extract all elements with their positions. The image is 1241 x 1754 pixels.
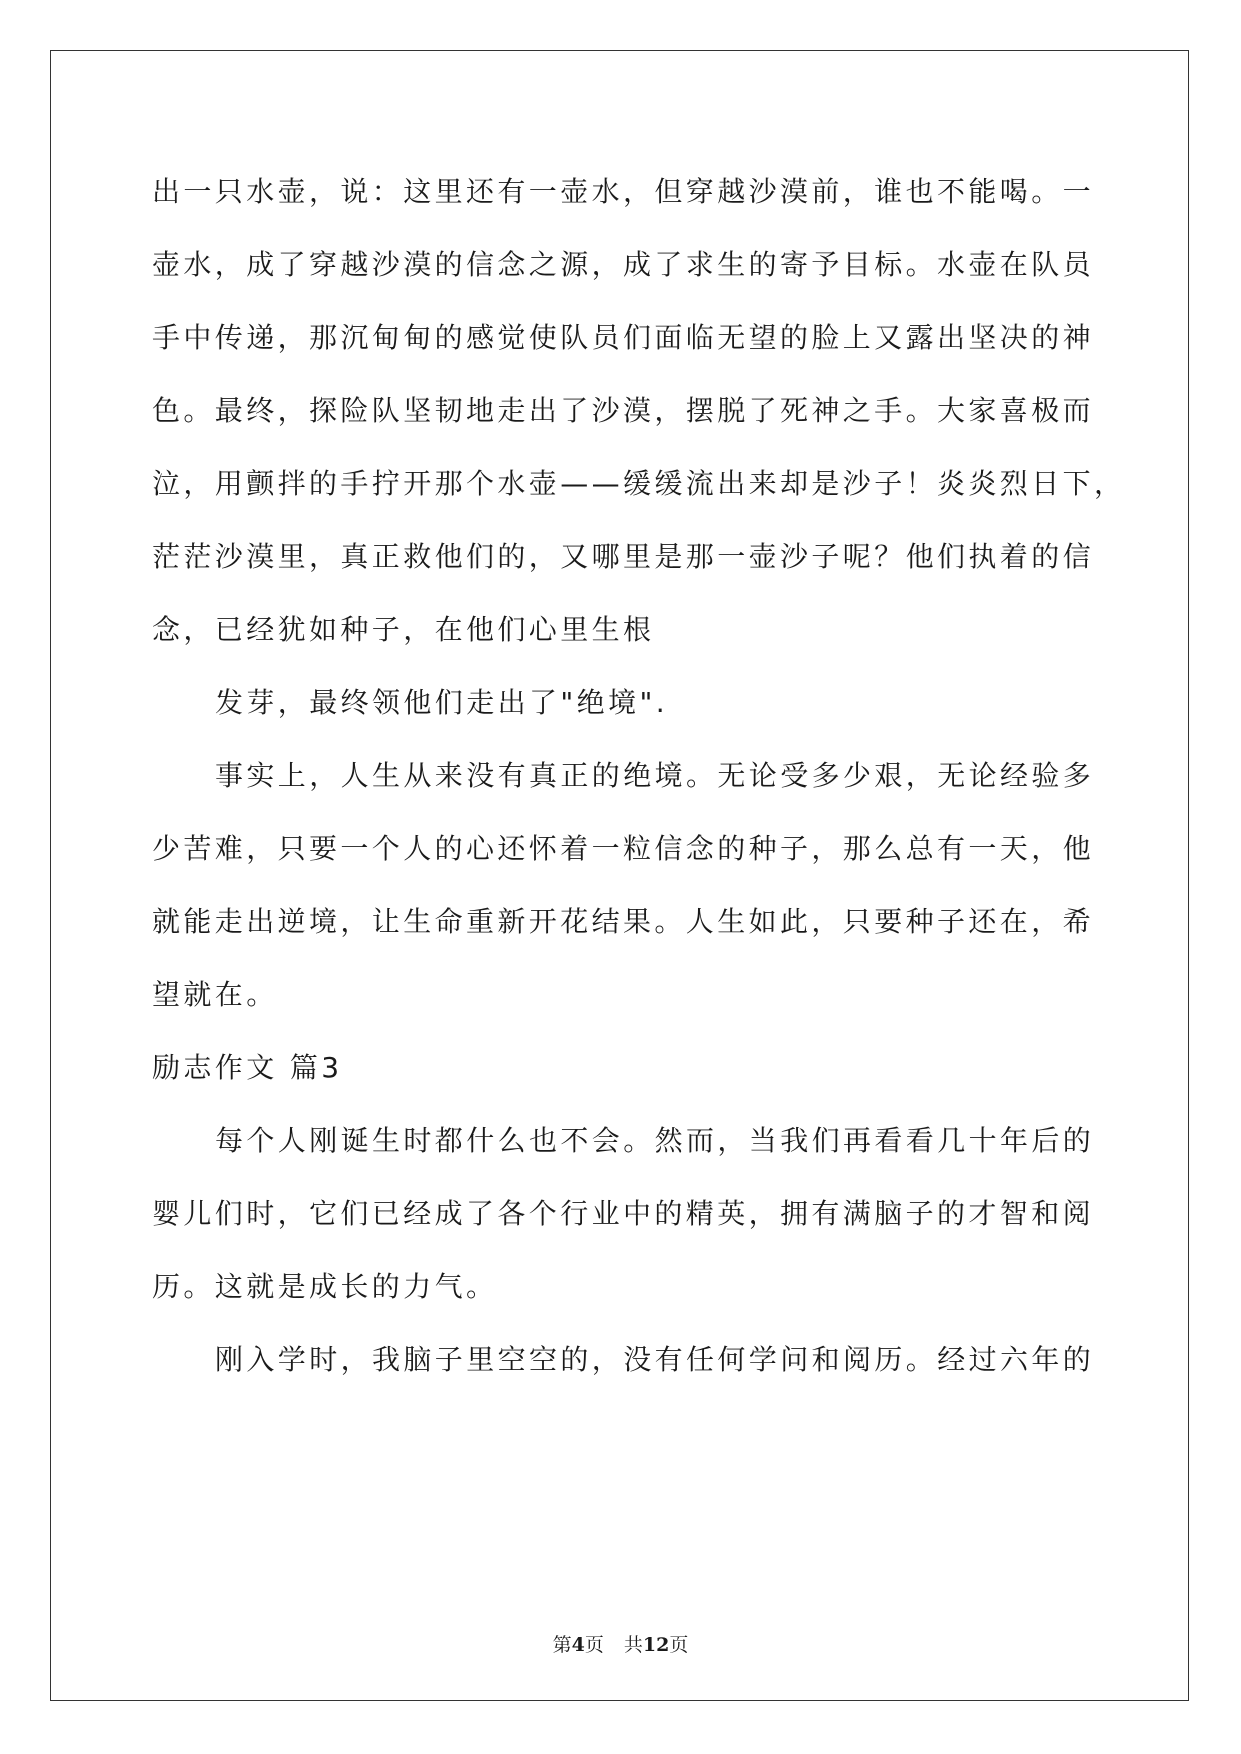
text-line: 就能走出逆境，让生命重新开花结果。人生如此，只要种子还在，希	[152, 905, 1095, 938]
page-footer	[0, 1630, 1241, 1657]
section-heading: 励志作文 篇3	[152, 1051, 343, 1084]
text-line: 壶水，成了穿越沙漠的信念之源，成了求生的寄予目标。水壶在队员	[152, 248, 1095, 281]
text-line: 泣，用颤拌的手拧开那个水壶——缓缓流出来却是沙子！炎炎烈日下，	[152, 467, 1126, 500]
current-page-number: 4	[571, 1634, 585, 1656]
text-line: 望就在。	[152, 978, 278, 1011]
text-line: 念，已经犹如种子，在他们心里生根	[152, 613, 655, 646]
page-suffix: 页	[584, 1634, 604, 1656]
page-border	[50, 50, 1189, 1701]
total-prefix: 共	[623, 1634, 643, 1656]
text-line: 色。最终，探险队坚韧地走出了沙漠，摆脱了死神之手。大家喜极而	[152, 394, 1095, 427]
text-line: 少苦难，只要一个人的心还怀着一粒信念的种子，那么总有一天，他	[152, 832, 1095, 865]
text-line: 每个人刚诞生时都什么也不会。然而，当我们再看看几十年后的	[215, 1124, 1095, 1157]
text-line: 历。这就是成长的力气。	[152, 1270, 498, 1303]
total-page-number: 12	[642, 1634, 670, 1656]
text-line: 婴儿们时，它们已经成了各个行业中的精英，拥有满脑子的才智和阅	[152, 1197, 1095, 1230]
text-line: 刚入学时，我脑子里空空的，没有任何学问和阅历。经过六年的	[215, 1343, 1095, 1376]
text-line: 茫茫沙漠里，真正救他们的，又哪里是那一壶沙子呢？他们执着的信	[152, 540, 1095, 573]
text-line: 出一只水壶，说：这里还有一壶水，但穿越沙漠前，谁也不能喝。一	[152, 175, 1095, 208]
text-line: 事实上，人生从来没有真正的绝境。无论受多少艰，无论经验多	[215, 759, 1095, 792]
text-line: 手中传递，那沉甸甸的感觉使队员们面临无望的脸上又露出坚决的神	[152, 321, 1095, 354]
text-line: 发芽，最终领他们走出了"绝境".	[215, 686, 669, 719]
total-suffix: 页	[669, 1634, 689, 1656]
page-prefix: 第	[552, 1634, 572, 1656]
